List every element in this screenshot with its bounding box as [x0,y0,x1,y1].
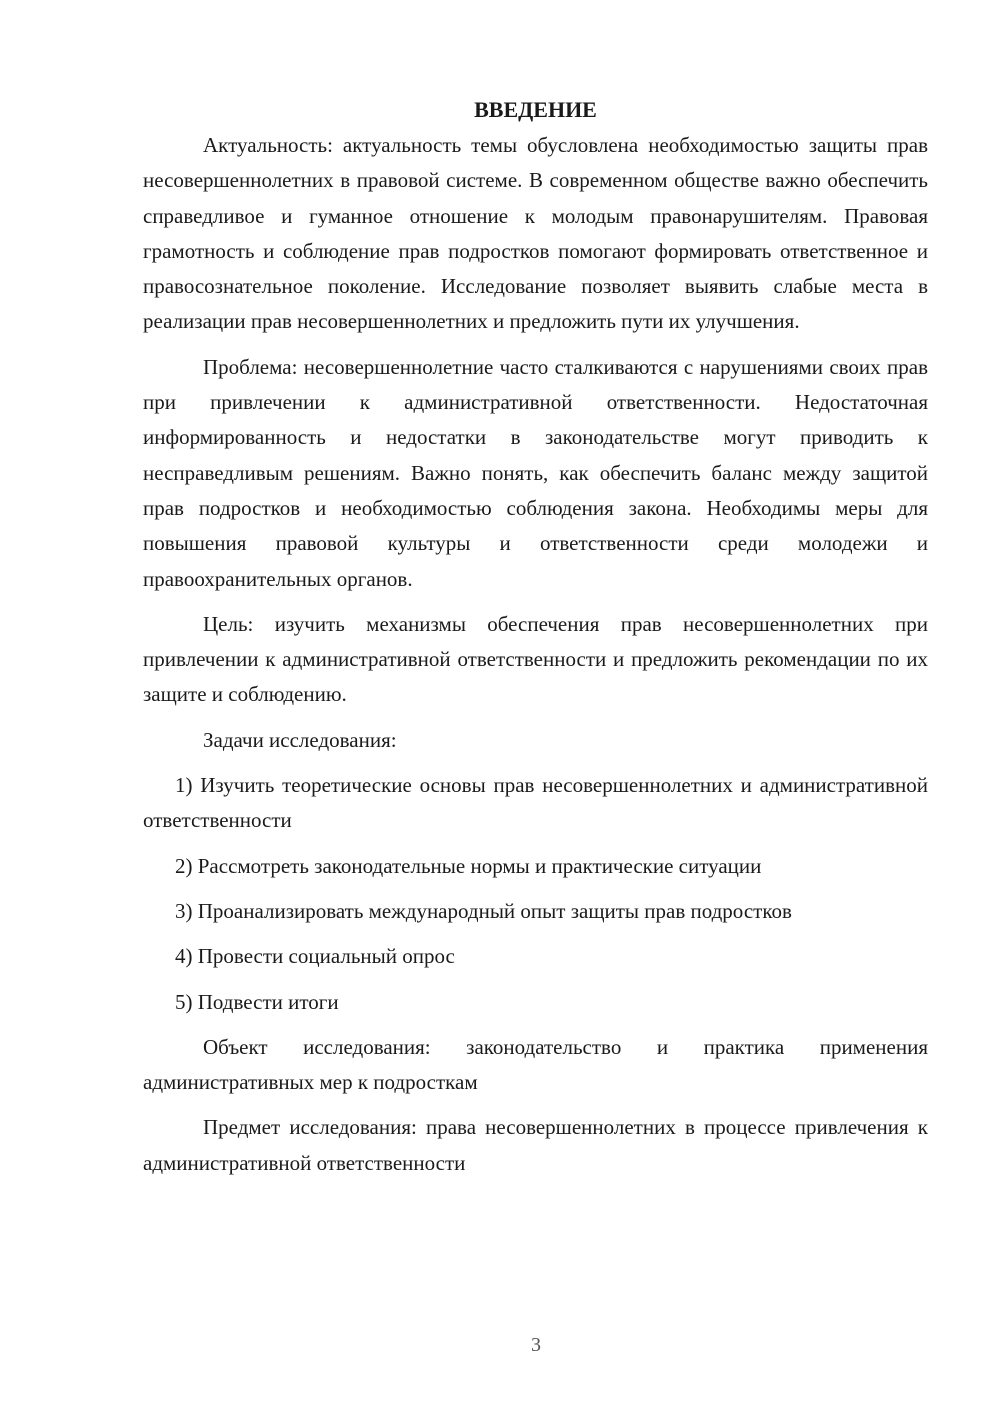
paragraph-problem: Проблема: несовершеннолетние часто сталкиваются с нарушениями своих прав при привлечении к административной ответственности. Недостаточная информированность и недостатки в законодательстве могут приводить к несправедливым решениям. Важно понять, как обеспечить баланс между защитой прав подростков и необходимостью соблюдения закона. Необходимы меры для повышения правовой культуры и ответственности среди молодежи и правоохранительных органов. [143,354,928,591]
page-content [143,92,928,1181]
section-title: ВВЕДЕНИЕ [474,97,597,122]
paragraph-subject: Предмет исследования: права несовершеннолетних в процессе привлечения к административной ответственности [143,1115,928,1175]
task-item-2: 2) Рассмотреть законодательные нормы и практические ситуации [175,853,762,878]
paragraph-relevance: Актуальность: актуальность темы обусловлена необходимостью защиты прав несовершеннолетних в правовой системе. В современном обществе важно обеспечить справедливое и гуманное отношение к молодым правонарушителям. Правовая грамотность и соблюдение прав подростков помогают формировать ответственное и правосознательное поколение. Исследование позволяет выявить слабые места в реализации прав несовершеннолетних и предложить пути их улучшения. [143,133,928,334]
paragraph-goal: Цель: изучить механизмы обеспечения прав несовершеннолетних при привлечении к административной ответственности и предложить рекомендации по их защите и соблюдению. [143,611,928,707]
task-item-3: 3) Проанализировать международный опыт защиты прав подростков [175,898,792,923]
tasks-heading: Задачи исследования: [203,727,397,752]
task-item-4: 4) Провести социальный опрос [175,944,455,969]
page-number: 3 [531,1334,541,1356]
task-item-5: 5) Подвести итоги [175,989,339,1014]
paragraph-object: Объект исследования: законодательство и практика применения административных мер к подросткам [143,1034,928,1095]
task-item-1: 1) Изучить теоретические основы прав несовершеннолетних и административной ответственности [143,773,928,833]
